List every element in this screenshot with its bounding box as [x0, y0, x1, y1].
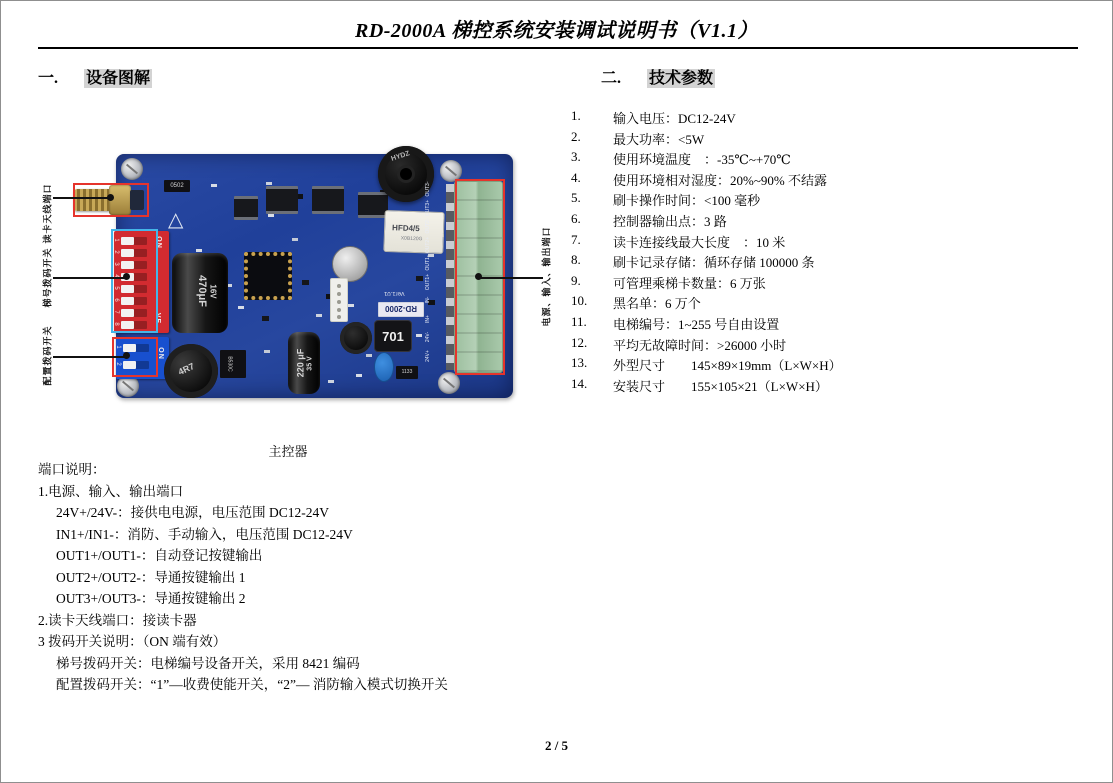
- port-note-line: OUT1+/OUT1-：自动登记按键输出: [56, 548, 263, 563]
- page-title: RD-2000A 梯控系统安装调试说明书（V1.1）: [354, 20, 759, 42]
- dip-number: 2: [115, 362, 121, 366]
- tech-param-row: [571, 335, 1081, 356]
- pin-label: OUT3-: [425, 181, 431, 197]
- item-text: 刷卡记录存储：循环存储 100000 条: [613, 255, 815, 271]
- component-label: B530C: [226, 356, 233, 372]
- item-number: 2.: [571, 128, 581, 144]
- figure-caption: 主控器: [268, 444, 308, 459]
- pin-label: OUT2-: [425, 218, 431, 234]
- tech-param-row: [571, 273, 1081, 294]
- item-number: 5.: [571, 190, 581, 206]
- section-heading-device: [38, 65, 152, 88]
- section-label: 技术参数: [649, 70, 714, 87]
- port-note-line: 端口说明：: [38, 462, 106, 477]
- callout-line: [53, 356, 127, 358]
- dip-ve-label: VE: [154, 312, 162, 325]
- dip-number: 4: [113, 274, 119, 278]
- port-note-line: 24V+/24V-：接供电电源，电压范围 DC12-24V: [56, 505, 329, 520]
- title-rule: [38, 47, 1078, 49]
- page-number: 2 / 5: [544, 738, 569, 753]
- item-text: 输入电压：DC12-24V: [613, 111, 736, 126]
- tech-param-row: [571, 190, 1081, 211]
- callout-dot: [107, 194, 114, 201]
- toroid-label: 4R7: [176, 360, 196, 378]
- soic-chip: [234, 196, 258, 220]
- dip-number: 2: [113, 250, 119, 254]
- dip-number: 1: [113, 238, 119, 242]
- tech-param-row: [571, 293, 1081, 314]
- pin-label: OUT3+: [425, 199, 431, 217]
- silkscreen-model: RD-2000: [378, 302, 424, 317]
- callout-dot: [475, 273, 482, 280]
- inductor-701: 701: [374, 320, 412, 352]
- item-text: 黑名单：6 万个: [613, 296, 701, 312]
- crystal-can: [332, 246, 368, 282]
- callout-dot: [123, 352, 130, 359]
- item-number: 9.: [571, 272, 581, 288]
- round-inductor: [340, 322, 372, 354]
- port-note-line: IN1+/IN1-：消防、手动输入，电压范围 DC12-24V: [56, 526, 353, 542]
- component-1133: 1133: [396, 366, 418, 379]
- capacitor-470uf: [172, 253, 228, 333]
- port-notes: [38, 458, 558, 695]
- port-note-line: 3 拨码开关说明：（ON 端有效）: [38, 634, 227, 649]
- tech-param-row: [571, 170, 1081, 191]
- item-number: 11.: [571, 313, 587, 329]
- item-number: 10.: [571, 293, 588, 309]
- section-label: 设备图解: [86, 70, 151, 87]
- callout-label-terminal: 电源、输入、输出端口: [541, 226, 552, 327]
- corner-screw: [121, 158, 143, 180]
- terminal-contacts: [446, 184, 454, 370]
- dip-number: 8: [113, 322, 119, 326]
- triangle-logo: △: [168, 209, 184, 231]
- callout-line: [53, 197, 111, 199]
- item-text: 使用环境温度 ：-35℃~+70℃: [613, 152, 791, 168]
- pin-label: OUT2+: [425, 236, 431, 254]
- white-header-connector: [330, 278, 348, 322]
- port-note-line: 梯号拨码开关：电梯编号设备开关，采用 8421 编码: [56, 655, 360, 671]
- port-note-line: OUT3+/OUT3-：导通按键输出 2: [56, 591, 246, 606]
- item-number: 8.: [571, 252, 581, 268]
- item-text: 外型尺寸 145×89×19mm（L×W×H）: [613, 358, 842, 374]
- port-note-line: OUT2+/OUT2-：导通按键输出 1: [56, 569, 246, 585]
- corner-screw: [438, 372, 460, 394]
- item-number: 7.: [571, 231, 581, 247]
- item-number: 12.: [571, 334, 588, 350]
- item-number: 14.: [571, 375, 588, 391]
- item-number: 13.: [571, 355, 588, 371]
- item-text: 可管理乘梯卡数量：6 万张: [613, 275, 766, 291]
- dip-number: 5: [113, 286, 119, 290]
- tech-param-row: [571, 314, 1081, 335]
- tech-param-row: [571, 232, 1081, 253]
- dip-number: 7: [113, 310, 119, 314]
- soic-chip: [312, 186, 344, 214]
- callout-line: [479, 277, 543, 279]
- section-number: 一.: [38, 70, 59, 87]
- dip-number: 1: [115, 345, 121, 349]
- pcb-board: [113, 150, 513, 398]
- tech-param-row: [571, 355, 1081, 376]
- buzzer-label: HYDZ: [390, 150, 411, 163]
- item-text: 刷卡操作时间：<100 毫秒: [613, 193, 761, 209]
- tech-param-row: [571, 376, 1081, 397]
- item-text: 安装尺寸 155×105×21（L×W×H）: [613, 378, 828, 394]
- callout-box-dip8: [111, 229, 158, 333]
- capacitor-value: 220 μF: [295, 348, 306, 378]
- tech-param-row: [571, 108, 1081, 129]
- callout-label-antenna: 读卡天线端口: [42, 183, 53, 244]
- capacitor-voltage: 16V: [208, 284, 218, 299]
- tech-param-row: [571, 211, 1081, 232]
- dip-number: 3: [113, 262, 119, 266]
- item-number: 4.: [571, 169, 581, 185]
- dip-on-label: ON: [156, 347, 164, 360]
- item-text: 平均无故障时间：>26000 小时: [613, 337, 787, 353]
- pin-label: 24V+: [425, 350, 431, 362]
- pin-label: 24V-: [425, 331, 431, 343]
- silkscreen-version: Ver1.01: [384, 290, 405, 296]
- pin-label: IN+: [425, 315, 431, 323]
- smd-components-dark: [116, 154, 123, 159]
- capacitor-220uf: [288, 332, 320, 394]
- item-text: 电梯编号：1~255 号自由设置: [613, 316, 780, 332]
- callout-line: [53, 277, 127, 279]
- item-number: 3.: [571, 149, 581, 165]
- tech-param-row: [571, 149, 1081, 170]
- dip-on-label: ON: [154, 236, 162, 249]
- section-heading-tech: [601, 65, 715, 88]
- relay-code: X0B120G: [400, 235, 423, 243]
- item-number: 6.: [571, 210, 581, 226]
- section-number: 二.: [601, 70, 622, 87]
- pin-label: OUT1-: [425, 255, 431, 271]
- item-text: 读卡连接线最大长度 ：10 米: [613, 234, 786, 250]
- component-b530c: [220, 350, 246, 378]
- item-text: 最大功率：<5W: [613, 131, 705, 147]
- port-note-line: 配置拨码开关：“1”—收费使能开关，“2”— 消防输入模式切换开关: [56, 677, 448, 692]
- blue-capacitor: [374, 352, 394, 382]
- tech-param-row: [571, 129, 1081, 150]
- pin-label: OUT1+: [425, 273, 431, 291]
- component-0502: 0502: [164, 180, 190, 192]
- soic-chip: [358, 192, 388, 218]
- relay-model: HFD4/5: [391, 223, 420, 234]
- callout-label-dip8: 梯号拨码开关: [42, 247, 53, 308]
- tech-params-list: [571, 108, 1081, 396]
- item-text: 控制器输出点：3 路: [613, 213, 727, 229]
- port-note-line: 2.读卡天线端口：接读卡器: [38, 612, 197, 628]
- item-number: 1.: [571, 108, 581, 123]
- dip-number: 6: [113, 298, 119, 302]
- callout-dot: [123, 273, 130, 280]
- callout-label-dip2: 配置拨码开关: [42, 325, 53, 386]
- relay: [383, 210, 444, 254]
- soic-chip: [266, 186, 298, 214]
- pin-label: IN-: [425, 296, 431, 304]
- port-note-line: 1.电源、输入、输出端口: [38, 483, 184, 499]
- item-text: 使用环境相对湿度：20%~90% 不结露: [613, 172, 827, 188]
- capacitor-value: 470μF: [195, 275, 208, 307]
- capacitor-voltage: 35 V: [306, 356, 314, 371]
- pcb-photo: [31, 141, 591, 441]
- toroid-inductor: [164, 344, 218, 398]
- mcu-chip: [244, 252, 292, 300]
- tech-param-row: [571, 252, 1081, 273]
